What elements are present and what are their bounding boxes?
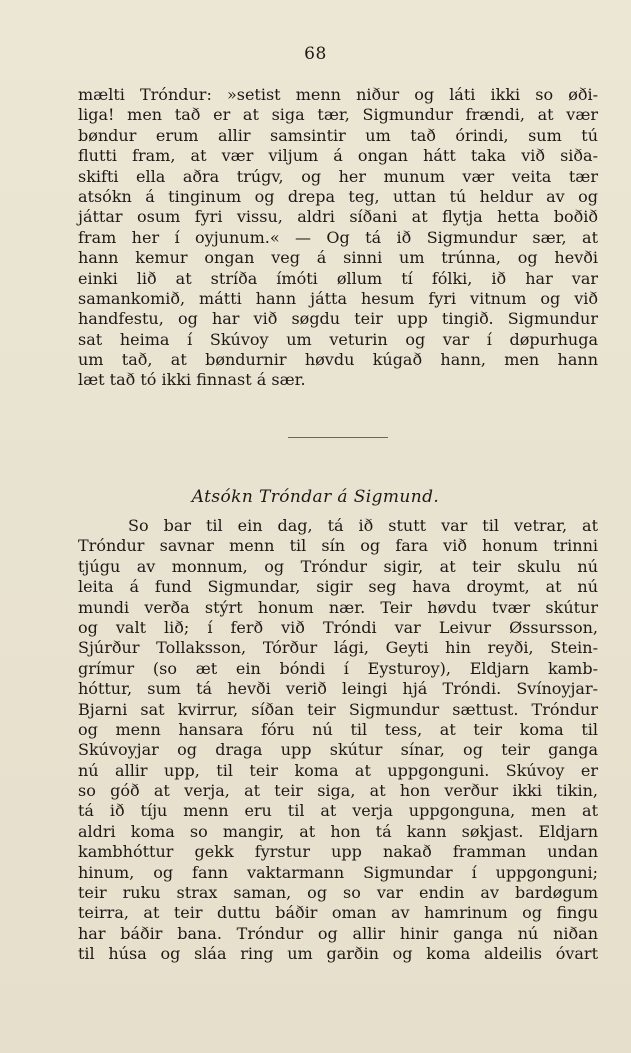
paragraph-1 bbox=[78, 85, 598, 391]
text-line: Tróndur savnar menn til sín og fara við honum trinni bbox=[78, 536, 598, 556]
text-line: flutti fram, at vær viljum á ongan hátt taka við siða- bbox=[78, 146, 598, 166]
text-line: skifti ella aðra trúgv, og her munum vær veita tær bbox=[78, 166, 598, 186]
section-divider bbox=[288, 437, 388, 438]
text-line: So bar til ein dag, tá ið stutt var til vetrar, at bbox=[128, 516, 598, 535]
text-line: hóttur, sum tá hevði verið leingi hjá Tróndi. Svínoyjar- bbox=[78, 679, 598, 699]
text-line: so góð at verja, at teir siga, at hon verður ikki tikin, bbox=[78, 781, 598, 801]
text-line: bøndur erum allir samsintir um tað órindi, sum tú bbox=[78, 125, 598, 145]
text-line: um tað, at bøndurnir høvdu kúgað hann, men hann bbox=[78, 350, 598, 370]
text-line: mundi verða stýrt honum nær. Teir høvdu tvær skútur bbox=[78, 597, 598, 617]
paragraph-2 bbox=[78, 516, 598, 965]
text-line: leita á fund Sigmundar, sigir seg hava droymt, at nú bbox=[78, 577, 598, 597]
text-line: Skúvoyjar og draga upp skútur sínar, og teir ganga bbox=[78, 740, 598, 760]
text-line: og menn hansara fóru nú til tess, at teir koma til bbox=[78, 719, 598, 739]
text-line: har báðir bana. Tróndur og allir hinir ganga nú niðan bbox=[78, 923, 598, 943]
text-line: hinum, og fann vaktarmann Sigmundar í uppgonguni; bbox=[78, 862, 598, 882]
text-line: læt tað tó ikki finnast á sær. bbox=[78, 370, 306, 390]
text-line: sat heima í Skúvoy um veturin og var í døpurhuga bbox=[78, 329, 598, 349]
page-number: 68 bbox=[304, 44, 327, 64]
text-line: Bjarni sat kvirrur, síðan teir Sigmundur sættust. Tróndur bbox=[78, 699, 598, 719]
text-line: Sjúrður Tollaksson, Tórður lági, Geyti hin reyði, Stein- bbox=[78, 638, 598, 658]
text-line: liga! men tað er at siga tær, Sigmundur frændi, at vær bbox=[78, 105, 598, 125]
text-line: einki lið at stríða ímóti øllum tí fólki, ið har var bbox=[78, 268, 598, 288]
text-line: játtar osum fyri vissu, aldri síðani at flytja hetta boðið bbox=[78, 207, 598, 227]
text-line: grímur (so æt ein bóndi í Eysturoy), Eldjarn kamb- bbox=[78, 658, 598, 678]
text-line: fram her í oyjunum.« — Og tá ið Sigmundur sær, at bbox=[78, 227, 598, 247]
text-line: kambhóttur gekk fyrstur upp nakað framman undan bbox=[78, 842, 598, 862]
text-line: tá ið tíju menn eru til at verja uppgonguna, men at bbox=[78, 801, 598, 821]
text-line: nú allir upp, til teir koma at uppgonguni. Skúvoy er bbox=[78, 760, 598, 780]
text-line: tjúgu av monnum, og Tróndur sigir, at teir skulu nú bbox=[78, 556, 598, 576]
text-line: teirra, at teir duttu báðir oman av hamrinum og fingu bbox=[78, 903, 598, 923]
text-line: teir ruku strax saman, og so var endin av bardøgum bbox=[78, 883, 598, 903]
text-line: handfestu, og har við søgdu teir upp tingið. Sigmundur bbox=[78, 309, 598, 329]
text-line: og valt lið; í ferð við Tróndi var Leivur Øssursson, bbox=[78, 617, 598, 637]
text-line: hann kemur ongan veg á sinni um trúnna, og hevði bbox=[78, 248, 598, 268]
text-line: aldri koma so mangir, at hon tá kann søkjast. Eldjarn bbox=[78, 821, 598, 841]
text-line: til húsa og sláa ring um garðin og koma aldeilis óvart bbox=[78, 944, 598, 964]
text-line: samankomið, mátti hann játta hesum fyri vitnum og við bbox=[78, 288, 598, 308]
text-line: atsókn á tinginum og drepa teg, uttan tú heldur av og bbox=[78, 186, 598, 206]
text-line: mælti Tróndur: »setist menn niður og láti ikki so øði- bbox=[78, 85, 598, 104]
section-heading: Atsókn Tróndar á Sigmund. bbox=[191, 487, 440, 507]
